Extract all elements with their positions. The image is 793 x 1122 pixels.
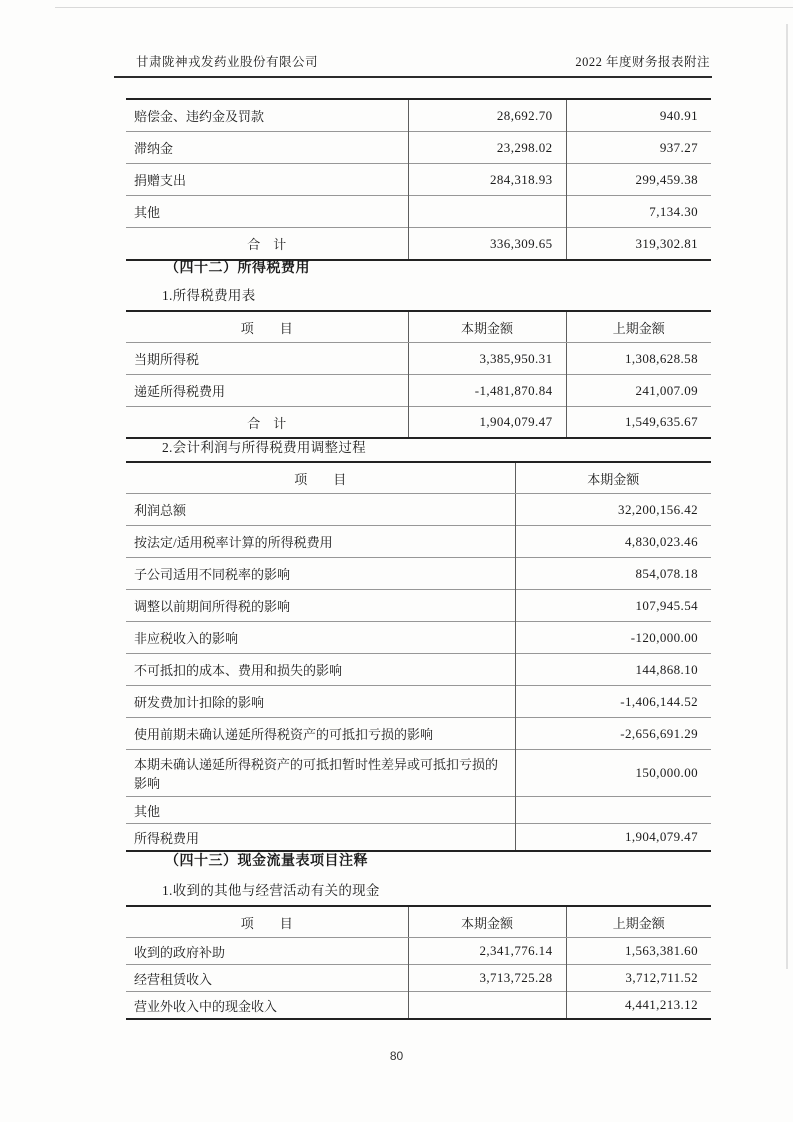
table-row bbox=[126, 750, 711, 797]
current-amount-cell: -2,656,691.29 bbox=[515, 718, 711, 750]
prior-amount-cell: 299,459.38 bbox=[566, 164, 711, 196]
table-row bbox=[126, 718, 711, 750]
item-cell: 调整以前期间所得税的影响 bbox=[126, 590, 515, 622]
table-row bbox=[126, 343, 711, 375]
current-amount-cell: 2,341,776.14 bbox=[408, 938, 566, 965]
tax-reconciliation-table bbox=[126, 461, 711, 852]
section-43-heading: （四十三）现金流量表项目注释 bbox=[165, 854, 368, 869]
current-amount-cell: -1,481,870.84 bbox=[408, 375, 566, 407]
current-amount-cell: 336,309.65 bbox=[408, 228, 566, 261]
current-amount-cell: 3,385,950.31 bbox=[408, 343, 566, 375]
prior-amount-cell: 1,563,381.60 bbox=[566, 938, 711, 965]
prior-amount-cell: 1,308,628.58 bbox=[566, 343, 711, 375]
income-tax-expense-table bbox=[126, 310, 711, 439]
current-amount-cell: -120,000.00 bbox=[515, 622, 711, 654]
header-row bbox=[126, 462, 711, 494]
total-row bbox=[126, 228, 711, 261]
current-header-cell: 本期金额 bbox=[408, 906, 566, 938]
item-cell: 滞纳金 bbox=[126, 132, 408, 164]
table-row bbox=[126, 622, 711, 654]
total-row bbox=[126, 407, 711, 439]
prior-amount-cell: 3,712,711.52 bbox=[566, 965, 711, 992]
prior-amount-cell: 241,007.09 bbox=[566, 375, 711, 407]
table-row bbox=[126, 590, 711, 622]
item-cell: 非应税收入的影响 bbox=[126, 622, 515, 654]
prior-amount-cell: 4,441,213.12 bbox=[566, 992, 711, 1020]
subsection-reconciliation-label: 2.会计利润与所得税费用调整过程 bbox=[162, 440, 366, 455]
item-header-cell: 项 目 bbox=[126, 462, 515, 494]
table-row bbox=[126, 99, 711, 132]
prior-header-cell: 上期金额 bbox=[566, 311, 711, 343]
item-cell: 研发费加计扣除的影响 bbox=[126, 686, 515, 718]
item-cell: 不可抵扣的成本、费用和损失的影响 bbox=[126, 654, 515, 686]
current-amount-cell: 854,078.18 bbox=[515, 558, 711, 590]
table-row bbox=[126, 654, 711, 686]
subsection-income-tax-label: 1.所得税费用表 bbox=[162, 288, 256, 303]
scan-artifact-right-line bbox=[786, 24, 788, 969]
table-row bbox=[126, 494, 711, 526]
current-header-cell: 本期金额 bbox=[408, 311, 566, 343]
current-amount-cell: 3,713,725.28 bbox=[408, 965, 566, 992]
item-cell: 递延所得税费用 bbox=[126, 375, 408, 407]
table-row bbox=[126, 824, 711, 852]
expense-items-table bbox=[126, 98, 711, 261]
item-header-cell: 项 目 bbox=[126, 906, 408, 938]
item-cell: 利润总额 bbox=[134, 503, 187, 518]
current-amount-cell: 4,830,023.46 bbox=[515, 526, 711, 558]
prior-amount-cell: 937.27 bbox=[566, 132, 711, 164]
item-cell: 捐赠支出 bbox=[126, 164, 408, 196]
item-cell: 其他 bbox=[126, 797, 515, 824]
current-amount-cell: 150,000.00 bbox=[515, 750, 711, 797]
prior-amount-cell: 319,302.81 bbox=[566, 228, 711, 261]
item-cell: 按法定/适用税率计算的所得税费用 bbox=[126, 526, 515, 558]
item-cell: 收到的政府补助 bbox=[134, 944, 226, 960]
current-amount-cell: 28,692.70 bbox=[408, 99, 566, 132]
current-amount-cell: 1,904,079.47 bbox=[515, 824, 711, 852]
current-amount-cell: 144,868.10 bbox=[515, 654, 711, 686]
table-row bbox=[126, 938, 711, 965]
section-42-heading: （四十二）所得税费用 bbox=[165, 261, 310, 276]
header-row bbox=[126, 906, 711, 938]
prior-header-cell: 上期金额 bbox=[566, 906, 711, 938]
table-row bbox=[126, 558, 711, 590]
table-row bbox=[126, 965, 711, 992]
operating-cash-table bbox=[126, 905, 711, 1020]
company-name: 甘肃陇神戎发药业股份有限公司 bbox=[136, 55, 319, 69]
current-amount-cell: 107,945.54 bbox=[515, 590, 711, 622]
current-amount-cell: 284,318.93 bbox=[408, 164, 566, 196]
item-cell: 经营租赁收入 bbox=[126, 965, 408, 992]
current-header-cell: 本期金额 bbox=[515, 462, 711, 494]
page-header bbox=[114, 52, 712, 78]
table-row bbox=[126, 164, 711, 196]
scan-artifact-top-line bbox=[55, 7, 793, 8]
current-amount-cell: 1,904,079.47 bbox=[408, 407, 566, 439]
item-cell: 赔偿金、违约金及罚款 bbox=[134, 109, 265, 124]
page-number: 80 bbox=[389, 1049, 404, 1063]
current-amount-cell bbox=[408, 992, 566, 1020]
table-row bbox=[126, 992, 711, 1020]
current-amount-cell: -1,406,144.52 bbox=[515, 686, 711, 718]
table-row bbox=[126, 132, 711, 164]
prior-amount-cell: 1,549,635.67 bbox=[566, 407, 711, 439]
table-row bbox=[126, 686, 711, 718]
table-row bbox=[126, 797, 711, 824]
prior-amount-cell: 7,134.30 bbox=[566, 196, 711, 228]
item-cell: 其他 bbox=[126, 196, 408, 228]
item-cell: 本期未确认递延所得税资产的可抵扣暂时性差异或可抵扣亏损的影响 bbox=[126, 750, 515, 797]
table-row bbox=[126, 196, 711, 228]
total-label-cell: 合 计 bbox=[126, 407, 408, 439]
current-amount-cell: 23,298.02 bbox=[408, 132, 566, 164]
item-cell: 使用前期未确认递延所得税资产的可抵扣亏损的影响 bbox=[126, 718, 515, 750]
current-amount-cell bbox=[515, 797, 711, 824]
current-amount-cell bbox=[408, 196, 566, 228]
prior-amount-cell: 940.91 bbox=[566, 99, 711, 132]
item-cell: 子公司适用不同税率的影响 bbox=[126, 558, 515, 590]
subsection-other-cash-label: 1.收到的其他与经营活动有关的现金 bbox=[162, 883, 380, 898]
total-label-cell: 合 计 bbox=[126, 228, 408, 261]
item-cell: 所得税费用 bbox=[126, 824, 515, 852]
current-amount-cell: 32,200,156.42 bbox=[515, 494, 711, 526]
item-cell: 当期所得税 bbox=[134, 352, 200, 367]
header-row bbox=[126, 311, 711, 343]
report-title: 2022 年度财务报表附注 bbox=[575, 55, 710, 69]
table-row bbox=[126, 526, 711, 558]
item-cell: 营业外收入中的现金收入 bbox=[126, 992, 408, 1020]
item-header-cell: 项 目 bbox=[126, 311, 408, 343]
table-row bbox=[126, 375, 711, 407]
